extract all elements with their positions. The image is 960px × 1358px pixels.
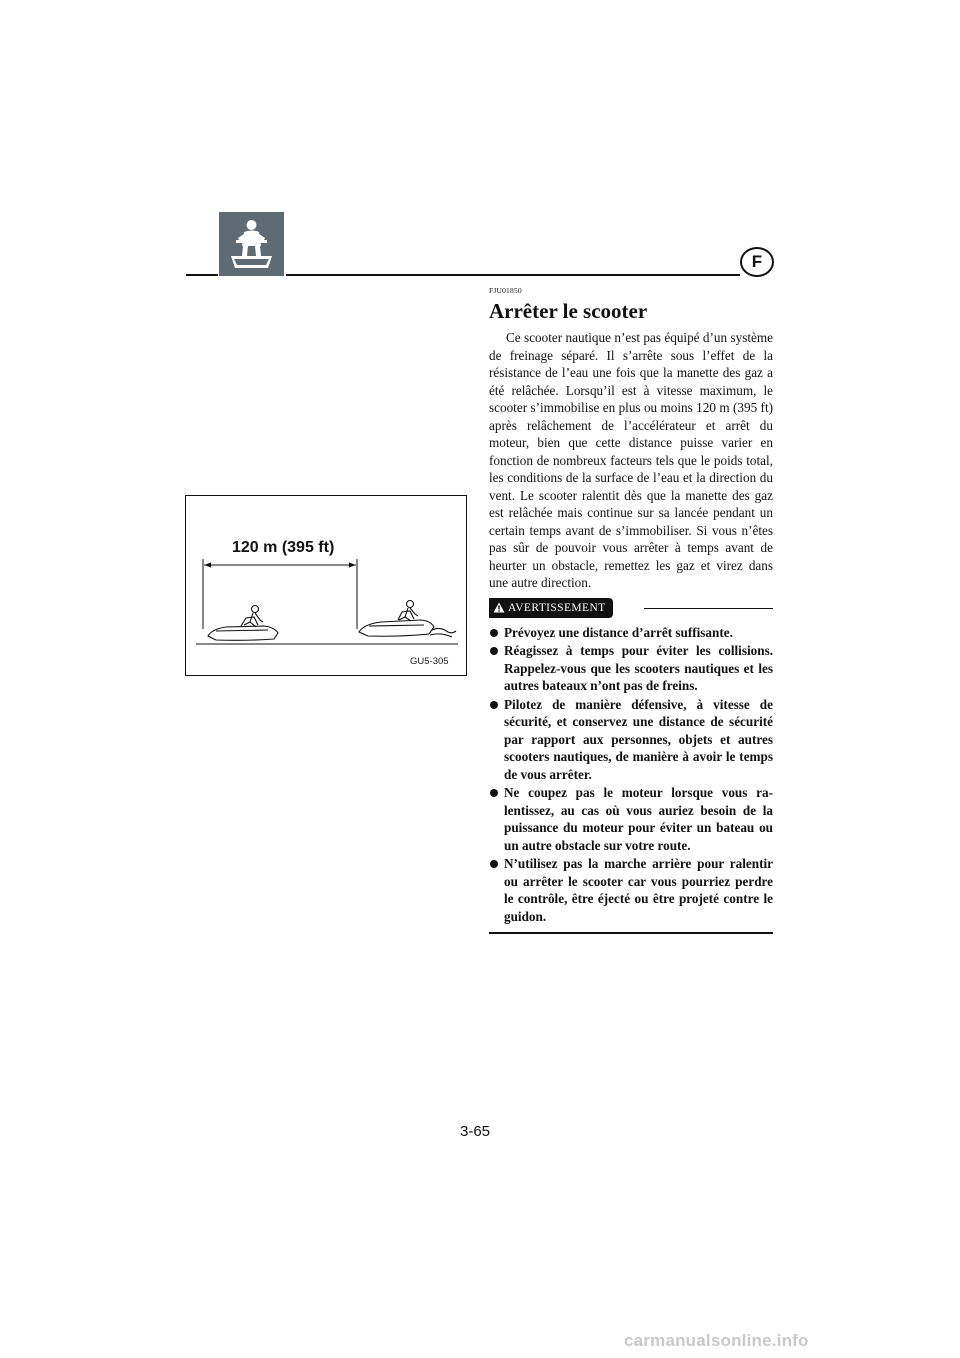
- warning-item: Prévoyez une distance d’arrêt suffisante.: [489, 624, 773, 642]
- warning-item: Réagissez à temps pour éviter les collisions. Rappelez-vous que les scooters nautiques et les autres bateaux n’ont pas de freins.: [489, 642, 773, 695]
- content-column: [489, 286, 773, 934]
- warning-item: Pilotez de manière défensive, à vitesse de sécurité, et conservez une distance de sécurité par rapport aux personnes, objets et autres scooters nautiques, de manière à avoir le temps de vous arrêter.: [489, 696, 773, 784]
- header-rule-left: [186, 274, 218, 276]
- language-badge: F: [740, 247, 774, 277]
- warning-triangle-icon: [493, 602, 505, 613]
- bullet-icon: [490, 647, 498, 655]
- warning-end-rule: [489, 932, 773, 934]
- page-number: 3-65: [460, 1123, 491, 1140]
- warning-label: AVERTISSEMENT: [508, 601, 606, 614]
- distance-label: 120 m (395 ft): [232, 539, 335, 556]
- bullet-icon: [490, 629, 498, 637]
- bullet-icon: [490, 789, 498, 797]
- figure-code: GU5-305: [410, 656, 449, 667]
- bullet-icon: [490, 860, 498, 868]
- site-watermark: carmanualsonline.info: [624, 1331, 809, 1350]
- section-body: Ce scooter nautique n’est pas équipé d’un système de freinage séparé. Il s’arrête sous l’effet de la résistance de l’eau une fois que la manette des gaz a été relâchée. Lorsqu’il est à vitesse maximum, le scooter s’immobilise en plus ou moins 120 m (395 ft) après relâchement de l’accélérateur et arrêt du moteur, bien que cette distance puisse varier en fonction de nombreux facteurs tels que le poids total, les conditions de la surface de l’eau et la direction du vent. Le scooter ralentit dès que la manette des gaz est relâchée mais continue sur sa lancée pendant un certain temps avant de s’immobiliser. Si vous n’êtes pas sûr de pouvoir vous arrêter à temps avant de heurter un obstacle, remettez les gaz et virez dans une autre direction.: [489, 330, 773, 590]
- header-rule-right: [286, 274, 740, 276]
- section-code: FJU01850: [489, 286, 522, 295]
- watercraft-illustration: [186, 496, 468, 677]
- stopping-distance-figure: [185, 495, 467, 676]
- warning-item: Ne coupez pas le moteur lorsque vous ralentissez, au cas où vous auriez besoin de la puissance du moteur pour éviter un bateau ou un autre obstacle sur votre route.: [489, 784, 773, 854]
- warning-list: [489, 624, 773, 926]
- section-title: Arrêter le scooter: [489, 299, 648, 323]
- personal-watercraft-rider-icon: [219, 212, 284, 276]
- warning-item: N’utilisez pas la marche arrière pour ralentir ou arrêter le scooter car vous pourriez perdre le contrôle, être éjecté ou être projeté contre le guidon.: [489, 855, 773, 925]
- warning-rule: [644, 608, 773, 610]
- bullet-icon: [490, 701, 498, 709]
- warning-header: [489, 598, 773, 620]
- warning-badge: [489, 598, 613, 618]
